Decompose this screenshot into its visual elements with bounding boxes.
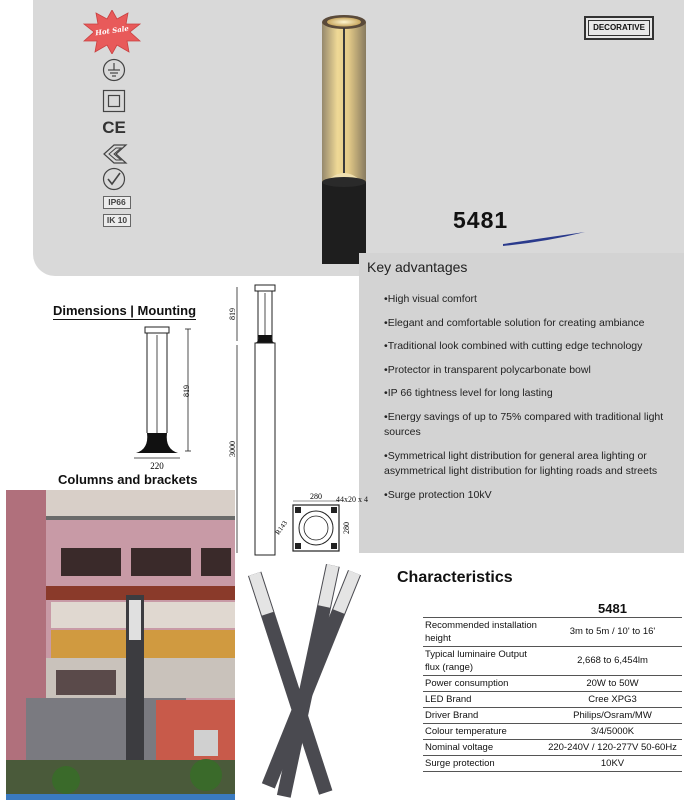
- table-row: [423, 675, 682, 691]
- table-row: [423, 755, 682, 771]
- row-value: Cree XPG3: [543, 691, 682, 707]
- row-value: 20W to 50W: [543, 675, 682, 691]
- row-label: Colour temperature: [423, 723, 543, 739]
- columns-photo: [236, 556, 372, 800]
- head-height-label: 819: [182, 385, 191, 397]
- advantage-item: • Protector in transparent polycarbonate bowl: [384, 363, 678, 379]
- flange-depth-label: 280: [342, 522, 351, 534]
- row-label: LED Brand: [423, 691, 543, 707]
- table-row: [423, 707, 682, 723]
- advantage-item: • Symmetrical light distribution for general area lighting or asymmetrical light distribution for lighting roads and streets: [384, 449, 678, 480]
- luminaire-dimension-drawing: [130, 325, 200, 473]
- table-row: [423, 739, 682, 755]
- dimensions-title: Dimensions | Mounting: [53, 303, 197, 318]
- row-value: 220-240V / 120-277V 50-60Hz: [543, 739, 682, 755]
- swoosh-decoration: [503, 230, 585, 246]
- table-header-row: [423, 600, 682, 617]
- class-ii-double-insulation-icon: [102, 89, 126, 116]
- decorative-tag-label: DECORATIVE: [588, 20, 650, 36]
- row-label: Driver Brand: [423, 707, 543, 723]
- advantage-item: • Energy savings of up to 75% compared with traditional light sources: [384, 410, 678, 441]
- ik-rating-badge: IK 10: [103, 214, 131, 227]
- advantage-item: • Elegant and comfortable solution for creating ambiance: [384, 316, 678, 332]
- advantage-item: • Surge protection 10kV: [384, 488, 678, 504]
- row-label: Nominal voltage: [423, 739, 543, 755]
- row-value: 10KV: [543, 755, 682, 771]
- characteristics-table: [423, 600, 682, 772]
- table-row: [423, 723, 682, 739]
- key-advantages-list: [384, 292, 678, 511]
- table-row: [423, 646, 682, 675]
- emc-mark-icon: [102, 143, 128, 168]
- pole-height-label: 3000: [228, 441, 237, 457]
- hero-banner: [33, 0, 684, 276]
- table-row: [423, 691, 682, 707]
- row-label: Typical luminaire Output flux (range): [423, 646, 543, 675]
- hot-sale-text: Hot Sale: [94, 23, 130, 38]
- model-number: 5481: [453, 207, 509, 233]
- advantage-item: • High visual comfort: [384, 292, 678, 308]
- columns-brackets-title: Columns and brackets: [58, 472, 198, 487]
- hot-sale-badge: [83, 10, 141, 54]
- table-row: [423, 617, 682, 646]
- model-header: 5481: [543, 600, 682, 617]
- row-value: 2,668 to 6,454lm: [543, 646, 682, 675]
- row-value: 3m to 5m / 10' to 16': [543, 617, 682, 646]
- row-label: Surge protection: [423, 755, 543, 771]
- header-empty: [423, 600, 543, 617]
- pole-dimension-drawing: [225, 283, 360, 558]
- ce-mark-icon: CE: [102, 118, 126, 137]
- characteristics-title: Characteristics: [397, 569, 513, 586]
- pole-head-label: 819: [228, 308, 237, 320]
- bollard-lamp-image: [316, 14, 372, 264]
- row-label: Power consumption: [423, 675, 543, 691]
- bolt-circle-label: R143: [273, 519, 289, 537]
- decorative-tag: [584, 16, 654, 40]
- row-value: Philips/Osram/MW: [543, 707, 682, 723]
- row-label: Recommended installation height: [423, 617, 543, 646]
- flange-width-label: 280: [310, 492, 322, 501]
- installation-photo: [6, 490, 235, 800]
- key-advantages-panel: [359, 253, 684, 553]
- base-width-label: 220: [150, 461, 164, 471]
- key-advantages-title: Key advantages: [367, 259, 468, 275]
- bolts-label: 44x20 x 4: [336, 495, 368, 504]
- advantage-item: • Traditional look combined with cutting edge technology: [384, 339, 678, 355]
- advantage-item: • IP 66 tightness level for long lasting: [384, 386, 678, 402]
- earth-ground-icon: [102, 58, 126, 85]
- row-value: 3/4/5000K: [543, 723, 682, 739]
- rohs-check-icon: [102, 167, 126, 194]
- ip-rating-badge: IP66: [103, 196, 131, 209]
